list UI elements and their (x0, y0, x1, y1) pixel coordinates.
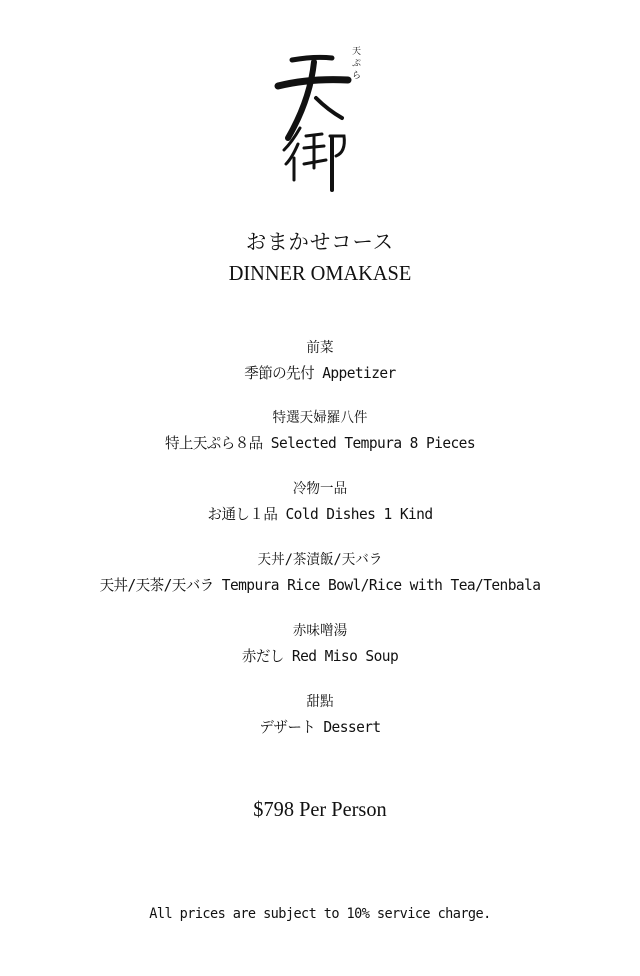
course-description: 天丼/天茶/天バラ Tempura Rice Bowl/Rice with Tea/Tenbala (99, 576, 541, 594)
logo-sub-char-3: ら (352, 71, 362, 81)
course-item (0, 338, 640, 384)
course-item (0, 621, 640, 667)
course-description: 特上天ぷら８品 Selected Tempura 8 Pieces (164, 434, 476, 452)
brand-logo-image (270, 40, 370, 196)
course-title-en: DINNER OMAKASE (228, 261, 412, 285)
logo-sub-char-2: ぷ (352, 59, 362, 69)
brand-logo (270, 40, 370, 196)
course-title-jp: おまかせコース (245, 230, 395, 254)
price-per-person: $798 Per Person (253, 797, 387, 821)
logo-sub-char-1: 天 (352, 47, 362, 57)
course-item (0, 479, 640, 525)
course-description: お通し１品 Cold Dishes 1 Kind (207, 505, 433, 523)
course-description: 季節の先付 Appetizer (244, 364, 396, 382)
course-heading: 特選天婦羅八件 (272, 410, 368, 426)
course-heading: 甜點 (306, 694, 334, 710)
course-description: 赤だし Red Miso Soup (241, 647, 399, 665)
course-heading: 前菜 (306, 340, 334, 356)
course-item (0, 408, 640, 454)
course-item (0, 692, 640, 738)
service-charge-note: All prices are subject to 10% service charge. (149, 906, 491, 922)
course-heading: 赤味噌湯 (292, 623, 348, 639)
course-heading: 冷物一品 (292, 481, 348, 497)
course-item (0, 550, 640, 596)
course-heading: 天丼/茶漬飯/天バラ (257, 552, 383, 568)
course-description: デザート Dessert (259, 718, 381, 736)
